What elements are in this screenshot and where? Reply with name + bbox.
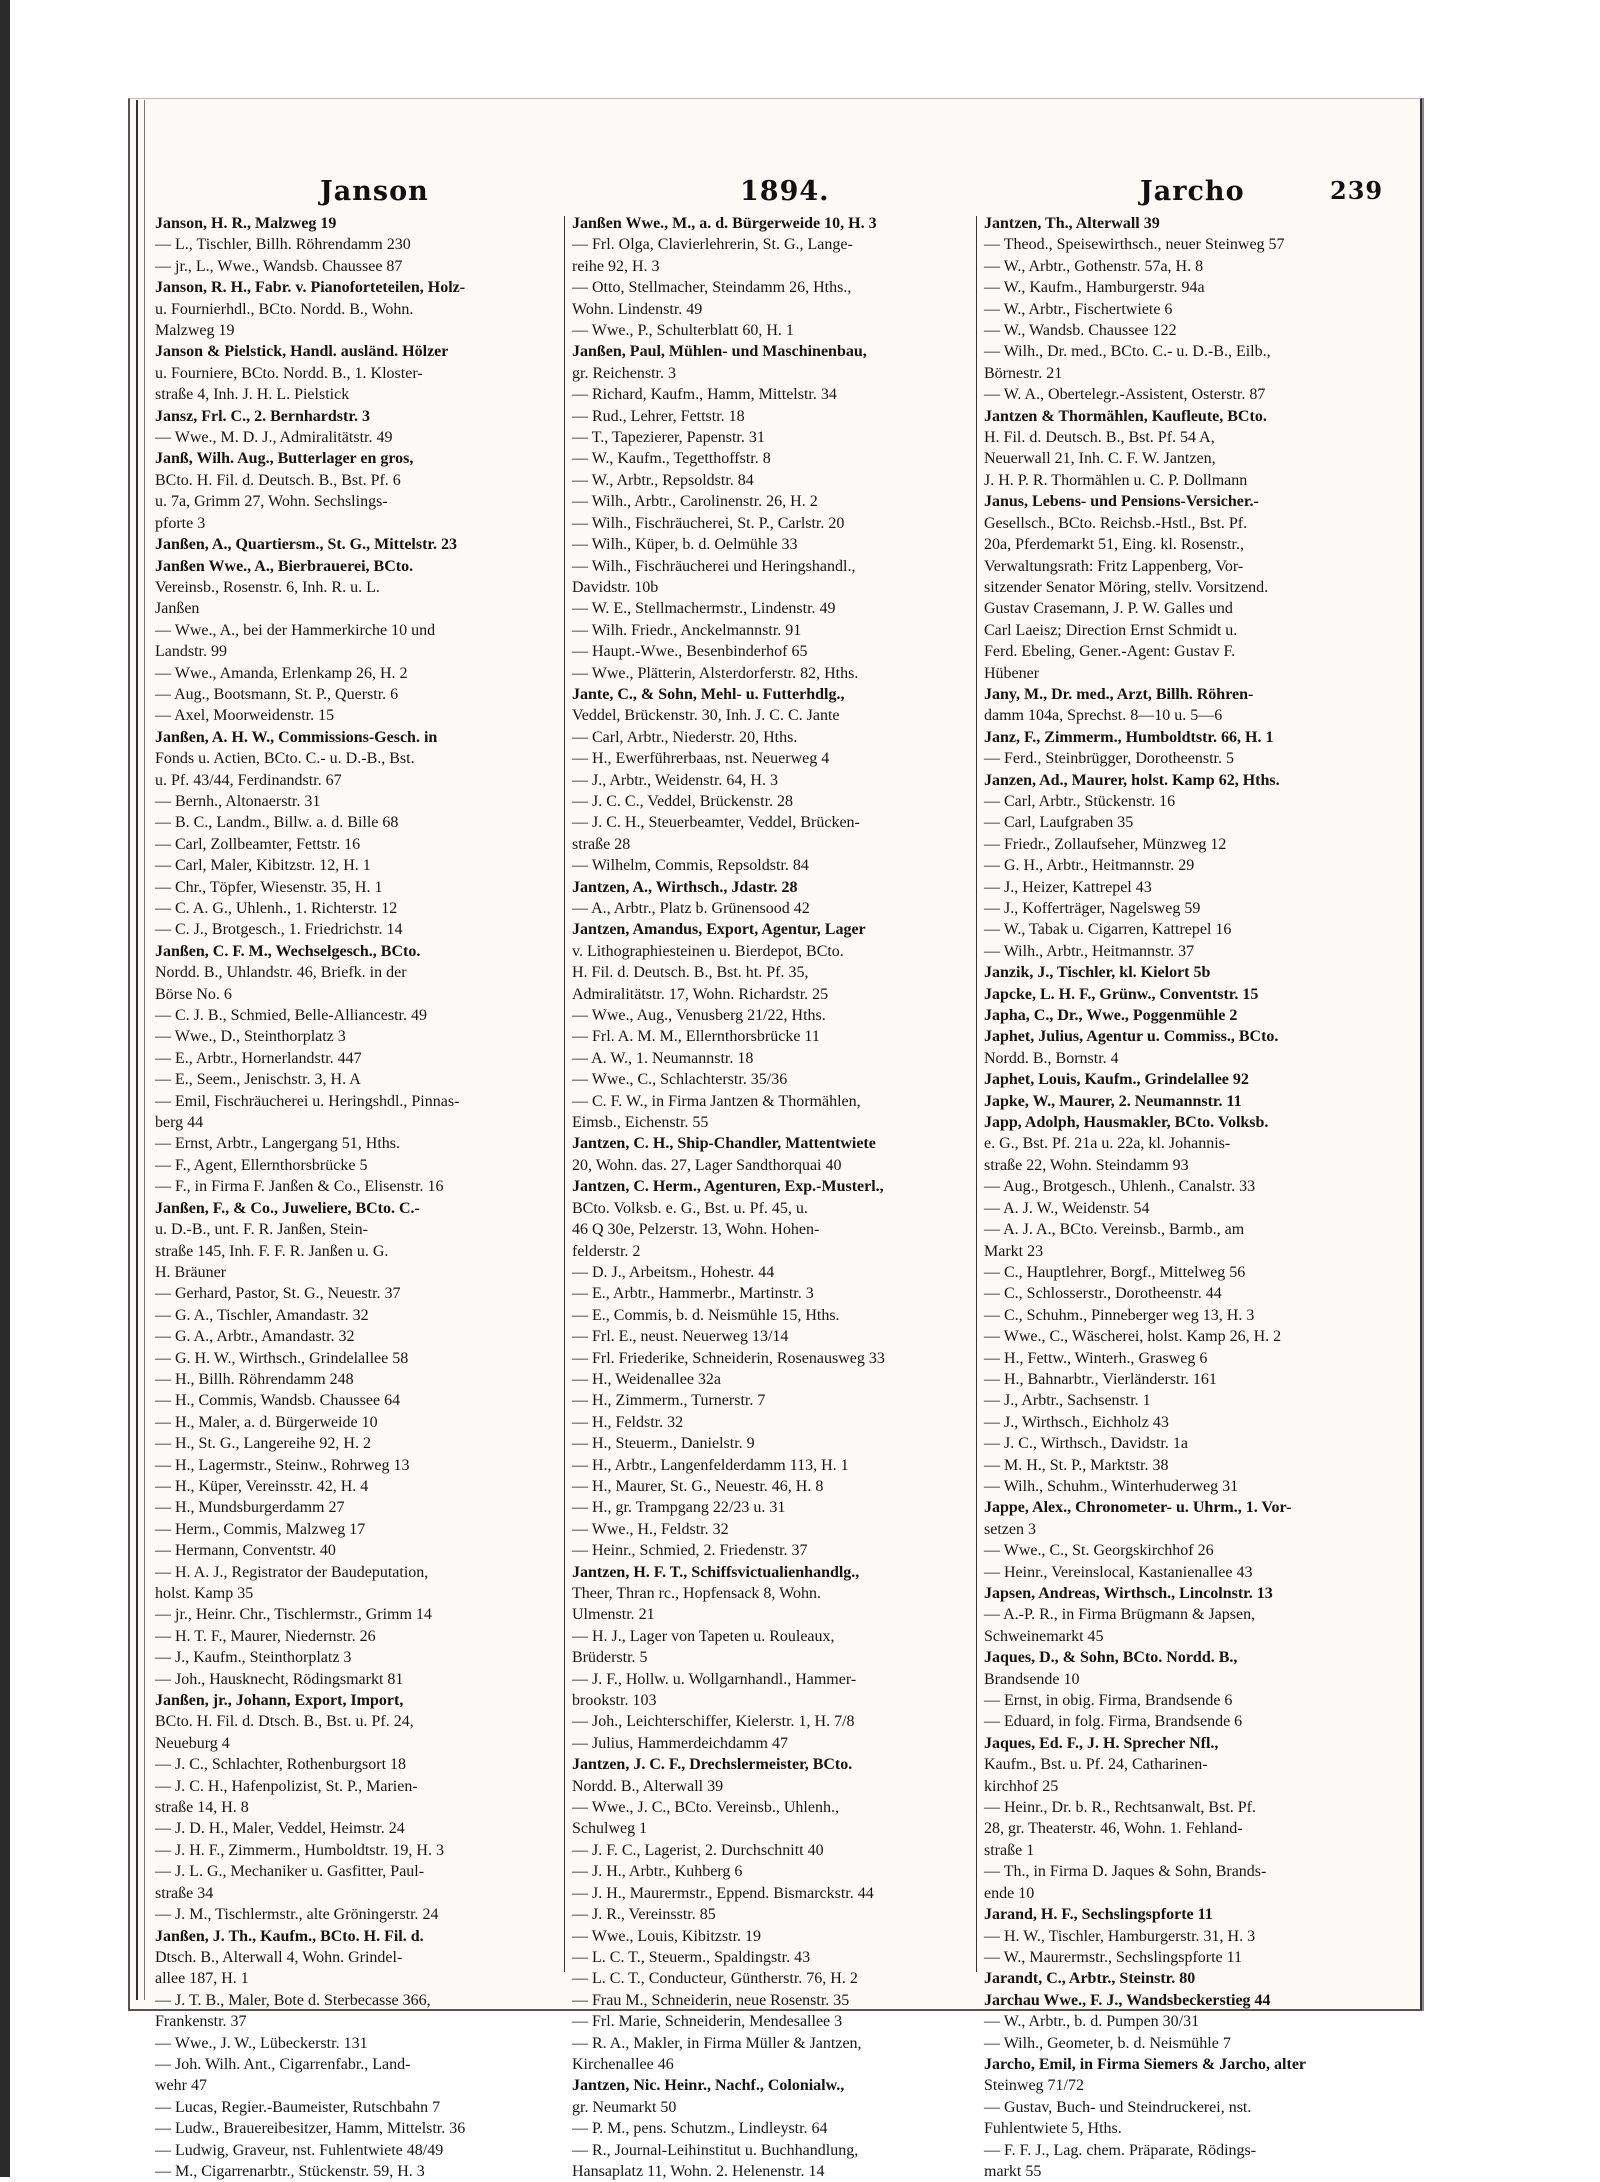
directory-entry-line: sitzender Senator Möring, stellv. Vorsitzend.: [984, 578, 1269, 596]
directory-entry-line: Eimsb., Eichenstr. 55: [572, 1114, 709, 1132]
directory-entry-line: — J., Kofferträger, Nagelsweg 59: [984, 900, 1201, 917]
directory-entry-line: — H. T. F., Maurer, Niedernstr. 26: [155, 1627, 376, 1645]
directory-entry-line: — Wwe., C., Schlachterstr. 35/36: [572, 1071, 788, 1089]
directory-entry-line: Kaufm., Bst. u. Pf. 24, Catharinen-: [984, 1756, 1208, 1774]
directory-entry-line: — W., Kaufm., Tegetthoffstr. 8: [572, 450, 771, 468]
directory-entry-line: — Wwe., A., bei der Hammerkirche 10 und: [155, 621, 436, 639]
directory-entry-line: — Wilh., Dr. med., BCto. C.- u. D.-B., Eilb.,: [984, 343, 1271, 361]
directory-entry-line: — E., Arbtr., Hammerbr., Martinstr. 3: [572, 1285, 814, 1303]
directory-entry-line: Malzweg 19: [155, 322, 235, 340]
directory-entry-line: — Ferd., Steinbrügger, Dorotheenstr. 5: [984, 750, 1234, 768]
directory-entry-line: — H., Mundsburgerdamm 27: [155, 1499, 345, 1517]
directory-entry-line: Neuerwall 21, Inh. C. F. W. Jantzen,: [984, 450, 1216, 468]
directory-entry-line: Hansaplatz 11, Wohn. 2. Helenenstr. 14: [572, 2162, 825, 2180]
directory-entry-line: — Axel, Moorweidenstr. 15: [155, 707, 335, 725]
directory-entry-line: Japhet, Louis, Kaufm., Grindelallee 92: [984, 1071, 1249, 1089]
directory-entry-line: H. Bräuner: [155, 1263, 227, 1281]
directory-entry-line: — Wilhelm, Commis, Repsoldstr. 84: [572, 857, 809, 875]
directory-entry-line: — T., Tapezierer, Papenstr. 31: [572, 429, 765, 447]
directory-entry-line: 46 Q 30e, Pelzerstr. 13, Wohn. Hohen-: [572, 1221, 820, 1239]
directory-entry-line: Kirchenallee 46: [572, 2055, 674, 2073]
directory-entry-line: Janus, Lebens- und Pensions-Versicher.-: [984, 493, 1259, 511]
directory-entry-line: — Theod., Speisewirthsch., neuer Steinweg 57: [984, 236, 1285, 254]
directory-entry-line: — G. H., Arbtr., Heitmannstr. 29: [984, 857, 1195, 875]
directory-entry-line: — H., Commis, Wandsb. Chaussee 64: [155, 1392, 401, 1410]
directory-entry-line: — Joh., Hausknecht, Rödingsmarkt 81: [155, 1670, 404, 1688]
directory-entry-line: ende 10: [984, 1884, 1035, 1902]
directory-entry-line: brookstr. 103: [572, 1692, 657, 1710]
directory-entry-line: Japha, C., Dr., Wwe., Poggenmühle 2: [984, 1007, 1238, 1025]
directory-entry-line: — J., Wirthsch., Eichholz 43: [984, 1413, 1169, 1431]
directory-entry-line: — J. H. F., Zimmerm., Humboldtstr. 19, H. 3: [155, 1841, 444, 1859]
directory-entry-line: Jarandt, C., Arbtr., Steinstr. 80: [984, 1970, 1196, 1988]
directory-entry-line: — Heinr., Vereinslocal, Kastanienallee 43: [984, 1563, 1253, 1581]
directory-entry-line: — E., Arbtr., Hornerlandstr. 447: [155, 1049, 362, 1067]
directory-entry-line: Steinweg 71/72: [984, 2077, 1084, 2095]
directory-entry-line: — C. F. W., in Firma Jantzen & Thormählen,: [572, 1092, 861, 1110]
directory-entry-line: — J., Arbtr., Sachsenstr. 1: [984, 1392, 1151, 1410]
directory-entry-line: Wohn. Lindenstr. 49: [572, 300, 703, 318]
directory-entry-line: — Wilh., Arbtr., Carolinenstr. 26, H. 2: [572, 493, 818, 511]
directory-entry-line: Japsen, Andreas, Wirthsch., Lincolnstr. 13: [984, 1585, 1273, 1602]
directory-entry-line: — J. C., Schlachter, Rothenburgsort 18: [155, 1756, 407, 1774]
directory-entry-line: — Frl. Marie, Schneiderin, Mendesallee 3: [572, 2013, 843, 2031]
directory-entry-line: — Wilh., Arbtr., Heitmannstr. 37: [984, 942, 1195, 960]
directory-entry-line: Gustav Crasemann, J. P. W. Galles und: [984, 600, 1233, 618]
directory-entry-line: pforte 3: [155, 514, 206, 532]
directory-entry-line: Hübener: [984, 664, 1040, 682]
directory-entry-line: — Carl, Maler, Kibitzstr. 12, H. 1: [155, 857, 371, 875]
directory-entry-line: — Haupt.-Wwe., Besenbinderhof 65: [572, 643, 808, 661]
directory-entry-line: — Lucas, Regier.-Baumeister, Rutschbahn 7: [155, 2098, 441, 2116]
directory-entry-line: Schweinemarkt 45: [984, 1627, 1104, 1645]
directory-entry-line: — Wwe., C., St. Georgskirchhof 26: [984, 1542, 1214, 1560]
directory-entry-line: — jr., Heinr. Chr., Tischlermstr., Grimm 14: [155, 1606, 432, 1624]
directory-entry-line: kirchhof 25: [984, 1777, 1059, 1795]
directory-entry-line: — R. A., Makler, in Firma Müller & Jantzen,: [572, 2034, 862, 2052]
directory-entry-line: straße 28: [572, 835, 631, 853]
directory-entry-line: berg 44: [155, 1114, 204, 1132]
directory-entry-line: Jaques, D., & Sohn, BCto. Nordd. B.,: [984, 1649, 1238, 1667]
directory-entry-line: — L. C. T., Steuerm., Spaldingstr. 43: [572, 1948, 811, 1966]
directory-entry-line: u. Fourniere, BCto. Nordd. B., 1. Kloster-: [155, 364, 423, 382]
directory-entry-line: — A. W., 1. Neumannstr. 18: [572, 1049, 754, 1067]
directory-entry-line: Jantzen & Thormählen, Kaufleute, BCto.: [984, 407, 1267, 425]
directory-entry-line: — J. M., Tischlermstr., alte Gröningerstr. 24: [155, 1906, 439, 1924]
directory-entry-line: — Wwe., Louis, Kibitzstr. 19: [572, 1927, 762, 1945]
directory-entry-line: — C., Schuhm., Pinneberger weg 13, H. 3: [984, 1306, 1255, 1324]
directory-column-1: [155, 213, 540, 2180]
directory-entry-line: — Wwe., D., Steinthorplatz 3: [155, 1028, 346, 1046]
directory-entry-line: — Aug., Bootsmann, St. P., Querstr. 6: [155, 685, 399, 703]
directory-entry-line: — C. J. B., Schmied, Belle-Alliancestr. 49: [155, 1007, 427, 1025]
directory-entry-line: — Wwe., J. W., Lübeckerstr. 131: [155, 2034, 368, 2052]
directory-entry-line: Veddel, Brückenstr. 30, Inh. J. C. C. Jante: [572, 707, 840, 725]
directory-entry-line: — B. C., Landm., Billw. a. d. Bille 68: [155, 814, 399, 832]
directory-entry-line: — H. W., Tischler, Hamburgerstr. 31, H. 3: [984, 1927, 1256, 1945]
directory-entry-line: Janz, F., Zimmerm., Humboldtstr. 66, H. 1: [984, 728, 1274, 746]
directory-entry-line: straße 1: [984, 1841, 1035, 1859]
directory-entry-line: Jarchau Wwe., F. J., Wandsbeckerstieg 44: [984, 1991, 1271, 2009]
directory-entry-line: — C., Schlosserstr., Dorotheenstr. 44: [984, 1285, 1222, 1303]
directory-entry-line: Vereinsb., Rosenstr. 6, Inh. R. u. L.: [155, 578, 380, 596]
directory-entry-line: straße 34: [155, 1884, 214, 1902]
directory-entry-line: Janßen, jr., Johann, Export, Import,: [155, 1692, 404, 1710]
directory-entry-line: — J. F., Hollw. u. Wollgarnhandl., Hammer-: [572, 1670, 857, 1688]
directory-entry-line: — W., Kaufm., Hamburgerstr. 94a: [984, 279, 1205, 297]
directory-entry-line: — A.-P. R., in Firma Brügmann & Japsen,: [984, 1606, 1256, 1624]
directory-entry-line: Jantzen, H. F. T., Schiffsvictualienhandlg.,: [572, 1563, 860, 1581]
directory-entry-line: holst. Kamp 35: [155, 1585, 254, 1602]
directory-entry-line: — J., Kaufm., Steinthorplatz 3: [155, 1649, 352, 1667]
directory-entry-line: — Heinr., Dr. b. R., Rechtsanwalt, Bst. Pf.: [984, 1799, 1256, 1817]
directory-entry-line: Jantzen, C. H., Ship-Chandler, Mattentwiete: [572, 1135, 876, 1153]
directory-entry-line: BCto. Volksb. e. G., Bst. u. Pf. 45, u.: [572, 1199, 808, 1217]
directory-entry-line: — E., Commis, b. d. Neismühle 15, Hths.: [572, 1306, 840, 1324]
directory-entry-line: straße 22, Wohn. Steindamm 93: [984, 1156, 1189, 1174]
directory-entry-line: e. G., Bst. Pf. 21a u. 22a, kl. Johannis-: [984, 1135, 1231, 1153]
header-right-keyword: Jarcho: [1140, 176, 1245, 207]
directory-entry-line: Janßen Wwe., M., a. d. Bürgerweide 10, H. 3: [572, 215, 877, 232]
directory-entry-line: — H., Ewerführerbaas, nst. Neuerweg 4: [572, 750, 830, 768]
directory-entry-line: Janzik, J., Tischler, kl. Kielort 5b: [984, 964, 1211, 982]
directory-entry-line: — H., Fettw., Winterh., Grasweg 6: [984, 1349, 1208, 1367]
directory-entry-line: — Wwe., J. C., BCto. Vereinsb., Uhlenh.,: [572, 1799, 839, 1817]
directory-entry-line: — J. C. C., Veddel, Brückenstr. 28: [572, 792, 794, 810]
directory-entry-line: Janßen, A., Quartiersm., St. G., Mittelstr. 23: [155, 536, 458, 554]
directory-entry-line: — A. J. W., Weidenstr. 54: [984, 1199, 1150, 1217]
directory-entry-line: H. Fil. d. Deutsch. B., Bst. Pf. 54 A,: [984, 429, 1215, 447]
directory-entry-line: 28, gr. Theaterstr. 46, Wohn. 1. Fehland-: [984, 1820, 1243, 1838]
directory-entry-line: — A. J. A., BCto. Vereinsb., Barmb., am: [984, 1221, 1245, 1239]
directory-entry-line: — Chr., Töpfer, Wiesenstr. 35, H. 1: [155, 878, 383, 896]
directory-entry-line: Jansz, Frl. C., 2. Bernhardstr. 3: [155, 407, 370, 425]
directory-entry-line: — Friedr., Zollaufseher, Münzweg 12: [984, 835, 1227, 853]
column-divider-2: [976, 216, 977, 1972]
directory-entry-line: straße 145, Inh. F. F. R. Janßen u. G.: [155, 1242, 389, 1260]
directory-entry-line: u. Fournierhdl., BCto. Nordd. B., Wohn.: [155, 300, 414, 318]
directory-entry-line: Jantzen, J. C. F., Drechslermeister, BCto.: [572, 1756, 853, 1774]
directory-entry-line: Admiralitätstr. 17, Wohn. Richardstr. 25: [572, 985, 829, 1003]
directory-entry-line: — W. A., Obertelegr.-Assistent, Osterstr. 87: [984, 386, 1266, 404]
directory-entry-line: Davidstr. 10b: [572, 578, 659, 596]
directory-entry-line: — Wwe., M. D. J., Admiralitätstr. 49: [155, 429, 393, 447]
directory-entry-line: Janßen, A. H. W., Commissions-Gesch. in: [155, 728, 438, 746]
directory-entry-line: Janson & Pielstick, Handl. ausländ. Hölzer: [155, 343, 449, 361]
directory-entry-line: — R., Journal-Leihinstitut u. Buchhandlung,: [572, 2141, 859, 2159]
directory-entry-line: — M. H., St. P., Marktstr. 38: [984, 1456, 1169, 1474]
directory-entry-line: — Emil, Fischräucherei u. Heringshdl., Pinnas-: [155, 1092, 460, 1110]
directory-entry-line: Verwaltungsrath: Fritz Lappenberg, Vor-: [984, 557, 1244, 575]
scan-left-edge: [0, 0, 10, 2177]
directory-entry-line: Carl Laeisz; Direction Ernst Schmidt u.: [984, 621, 1238, 639]
directory-entry-line: — A., Arbtr., Platz b. Grünensood 42: [572, 900, 810, 917]
directory-entry-line: Janßen: [155, 600, 200, 618]
directory-entry-line: Börse No. 6: [155, 985, 232, 1003]
directory-entry-line: — Heinr., Schmied, 2. Friedenstr. 37: [572, 1542, 808, 1560]
directory-entry-line: Jaques, Ed. F., J. H. Sprecher Nfl.,: [984, 1734, 1219, 1752]
directory-entry-line: — jr., L., Wwe., Wandsb. Chaussee 87: [155, 257, 403, 275]
directory-entry-line: BCto. H. Fil. d. Deutsch. B., Bst. Pf. 6: [155, 471, 401, 489]
directory-entry-line: BCto. H. Fil. d. Dtsch. B., Bst. u. Pf. 24,: [155, 1713, 414, 1731]
directory-entry-line: — F., Agent, Ellernthorsbrücke 5: [155, 1156, 368, 1174]
directory-entry-line: — Hermann, Conventstr. 40: [155, 1542, 336, 1560]
directory-entry-line: Jante, C., & Sohn, Mehl- u. Futterhdlg.,: [572, 685, 845, 703]
page-binding: [136, 100, 145, 2000]
directory-entry-line: Fuhlentwiete 5, Hths.: [984, 2120, 1122, 2138]
directory-entry-line: — Wwe., C., Wäscherei, holst. Kamp 26, H. 2: [984, 1328, 1282, 1346]
directory-entry-line: — H., Zimmerm., Turnerstr. 7: [572, 1392, 766, 1410]
directory-entry-line: Landstr. 99: [155, 643, 227, 661]
directory-entry-line: — Wilh., Fischräucherei und Heringshandl.,: [572, 557, 856, 575]
directory-entry-line: — W., Arbtr., b. d. Pumpen 30/31: [984, 2013, 1200, 2031]
directory-column-3: [984, 213, 1369, 2180]
directory-entry-line: — Joh., Leichterschiffer, Kielerstr. 1, H. 7/8: [572, 1713, 855, 1731]
directory-entry-line: — Richard, Kaufm., Hamm, Mittelstr. 34: [572, 386, 837, 404]
directory-entry-line: Brandsende 10: [984, 1670, 1080, 1688]
directory-entry-line: — Carl, Arbtr., Stückenstr. 16: [984, 792, 1176, 810]
directory-entry-line: — Wwe., H., Feldstr. 32: [572, 1520, 729, 1538]
directory-entry-line: — W., Tabak u. Cigarren, Kattrepel 16: [984, 921, 1232, 939]
directory-entry-line: Japcke, L. H. F., Grünw., Conventstr. 15: [984, 985, 1259, 1003]
directory-entry-line: — H., Küper, Vereinsstr. 42, H. 4: [155, 1477, 369, 1495]
directory-entry-line: reihe 92, H. 3: [572, 257, 660, 275]
directory-entry-line: — Herm., Commis, Malzweg 17: [155, 1520, 366, 1538]
directory-entry-line: — G. A., Tischler, Amandastr. 32: [155, 1306, 369, 1324]
directory-entry-line: Fonds u. Actien, BCto. C.- u. D.-B., Bst.: [155, 750, 415, 768]
directory-entry-line: Janß, Wilh. Aug., Butterlager en gros,: [155, 450, 414, 468]
directory-entry-line: — Aug., Brotgesch., Uhlenh., Canalstr. 33: [984, 1178, 1256, 1196]
column-divider-1: [564, 216, 565, 1972]
directory-entry-line: Nordd. B., Bornstr. 4: [984, 1049, 1119, 1067]
directory-entry-line: Dtsch. B., Alterwall 4, Wohn. Grindel-: [155, 1948, 403, 1966]
directory-entry-line: — Wilh. Friedr., Anckelmannstr. 91: [572, 621, 802, 639]
directory-entry-line: — Wilh., Geometer, b. d. Neismühle 7: [984, 2034, 1231, 2052]
directory-entry-line: — F. F. J., Lag. chem. Präparate, Rödings-: [984, 2141, 1257, 2159]
directory-entry-line: — J. L. G., Mechaniker u. Gasfitter, Paul-: [155, 1863, 425, 1881]
directory-entry-line: Ulmenstr. 21: [572, 1606, 655, 1624]
directory-entry-line: — Rud., Lehrer, Fettstr. 18: [572, 407, 745, 425]
directory-entry-line: — E., Seem., Jenischstr. 3, H. A: [155, 1071, 361, 1089]
directory-entry-line: Jarand, H. F., Sechslingspforte 11: [984, 1906, 1213, 1924]
directory-entry-line: — J. F. C., Lagerist, 2. Durchschnitt 40: [572, 1841, 824, 1859]
directory-entry-line: Jany, M., Dr. med., Arzt, Billh. Röhren-: [984, 685, 1254, 703]
directory-entry-line: allee 187, H. 1: [155, 1970, 249, 1988]
directory-entry-line: — Wwe., Aug., Venusberg 21/22, Hths.: [572, 1007, 826, 1025]
directory-entry-line: — H., Weidenallee 32a: [572, 1370, 722, 1388]
directory-entry-line: Janßen, C. F. M., Wechselgesch., BCto.: [155, 942, 421, 960]
directory-entry-line: — Wwe., Amanda, Erlenkamp 26, H. 2: [155, 664, 408, 682]
directory-entry-line: — Joh. Wilh. Ant., Cigarrenfabr., Land-: [155, 2055, 411, 2073]
directory-entry-line: — Wwe., P., Schulterblatt 60, H. 1: [572, 322, 794, 340]
directory-entry-line: Janßen, J. Th., Kaufm., BCto. H. Fil. d.: [155, 1927, 424, 1945]
directory-entry-line: H. Fil. d. Deutsch. B., Bst. ht. Pf. 35,: [572, 964, 809, 982]
directory-entry-line: u. 7a, Grimm 27, Wohn. Sechslings-: [155, 493, 388, 511]
directory-entry-line: — G. A., Arbtr., Amandastr. 32: [155, 1328, 355, 1346]
directory-entry-line: — Frl. Olga, Clavierlehrerin, St. G., Lange-: [572, 236, 853, 254]
directory-entry-line: — J. D. H., Maler, Veddel, Heimstr. 24: [155, 1820, 405, 1838]
directory-entry-line: 20a, Pferdemarkt 51, Eing. kl. Rosenstr.,: [984, 536, 1244, 554]
directory-entry-line: Jantzen, C. Herm., Agenturen, Exp.-Musterl.,: [572, 1178, 884, 1196]
directory-entry-line: — W. E., Stellmachermstr., Lindenstr. 49: [572, 600, 836, 618]
directory-column-2: [572, 213, 957, 2180]
directory-entry-line: — H., Steuerm., Danielstr. 9: [572, 1435, 755, 1453]
directory-entry-line: — J., Arbtr., Weidenstr. 64, H. 3: [572, 771, 778, 789]
directory-entry-line: Jantzen, Th., Alterwall 39: [984, 215, 1160, 232]
directory-entry-line: — Ludwig, Graveur, nst. Fuhlentwiete 48/49: [155, 2141, 444, 2159]
directory-entry-line: — H. J., Lager von Tapeten u. Rouleaux,: [572, 1627, 835, 1645]
directory-entry-line: straße 4, Inh. J. H. L. Pielstick: [155, 386, 350, 404]
directory-entry-line: Ferd. Ebeling, Gener.-Agent: Gustav F.: [984, 643, 1236, 661]
directory-entry-line: Jarcho, Emil, in Firma Siemers & Jarcho, alter: [984, 2055, 1307, 2073]
directory-entry-line: — J. R., Vereinsstr. 85: [572, 1906, 716, 1924]
directory-entry-line: Jantzen, Nic. Heinr., Nachf., Colonialw.,: [572, 2077, 845, 2095]
directory-entry-line: — Frl. A. M. M., Ellernthorsbrücke 11: [572, 1028, 820, 1046]
directory-entry-line: — Gerhard, Pastor, St. G., Neuestr. 37: [155, 1285, 401, 1303]
directory-entry-line: damm 104a, Sprechst. 8—10 u. 5—6: [984, 707, 1223, 725]
directory-entry-line: felderstr. 2: [572, 1242, 641, 1260]
directory-entry-line: — Julius, Hammerdeichdamm 47: [572, 1734, 788, 1752]
directory-entry-line: — Ernst, in obig. Firma, Brandsende 6: [984, 1692, 1233, 1710]
directory-entry-line: — D. J., Arbeitsm., Hohestr. 44: [572, 1263, 775, 1281]
directory-entry-line: — Carl, Zollbeamter, Fettstr. 16: [155, 835, 361, 853]
directory-entry-line: Japhet, Julius, Agentur u. Commiss., BCto.: [984, 1028, 1279, 1046]
directory-entry-line: — Carl, Arbtr., Niederstr. 20, Hths.: [572, 728, 798, 746]
directory-entry-line: — H., Billh. Röhrendamm 248: [155, 1370, 354, 1388]
directory-entry-line: Janzen, Ad., Maurer, holst. Kamp 62, Hths.: [984, 771, 1280, 789]
directory-entry-line: — J. T. B., Maler, Bote d. Sterbecasse 366,: [155, 1991, 431, 2009]
directory-entry-line: J. H. P. R. Thormählen u. C. P. Dollmann: [984, 471, 1248, 489]
directory-entry-line: gr. Neumarkt 50: [572, 2098, 677, 2116]
directory-entry-line: Janson, H. R., Malzweg 19: [155, 215, 337, 232]
directory-entry-line: — Wilh., Fischräucherei, St. P., Carlstr. 20: [572, 514, 845, 532]
directory-entry-line: Jantzen, A., Wirthsch., Jdastr. 28: [572, 878, 798, 896]
directory-entry-line: — Ludw., Brauereibesitzer, Hamm, Mittelstr. 36: [155, 2120, 466, 2138]
directory-entry-line: u. D.-B., unt. F. R. Janßen, Stein-: [155, 1221, 368, 1239]
page-number: 239: [1330, 176, 1384, 205]
directory-entry-line: Janßen, Paul, Mühlen- und Maschinenbau,: [572, 343, 867, 361]
directory-entry-line: — H., Feldstr. 32: [572, 1413, 684, 1431]
directory-entry-line: gr. Reichenstr. 3: [572, 364, 676, 382]
directory-entry-line: — Frl. Friederike, Schneiderin, Rosenausweg 33: [572, 1349, 885, 1367]
directory-entry-line: — Eduard, in folg. Firma, Brandsende 6: [984, 1713, 1243, 1731]
directory-entry-line: straße 14, H. 8: [155, 1799, 249, 1817]
directory-entry-line: — Th., in Firma D. Jaques & Sohn, Brands-: [984, 1863, 1267, 1881]
directory-entry-line: Jantzen, Amandus, Export, Agentur, Lager: [572, 921, 866, 939]
directory-entry-line: u. Pf. 43/44, Ferdinandstr. 67: [155, 771, 342, 789]
directory-entry-line: — F., in Firma F. Janßen & Co., Elisenstr. 16: [155, 1178, 444, 1196]
directory-entry-line: — W., Maurermstr., Sechslingspforte 11: [984, 1948, 1243, 1966]
directory-entry-line: setzen 3: [984, 1520, 1036, 1538]
directory-entry-line: — Wilh., Schuhm., Winterhuderweg 31: [984, 1477, 1239, 1495]
directory-entry-line: Frankenstr. 37: [155, 2013, 247, 2031]
directory-entry-line: — H. A. J., Registrator der Baudeputation,: [155, 1563, 429, 1581]
directory-entry-line: Neueburg 4: [155, 1734, 230, 1752]
directory-entry-line: — W., Wandsb. Chaussee 122: [984, 322, 1177, 340]
directory-entry-line: Janson, R. H., Fabr. v. Pianoforteteilen, Holz-: [155, 279, 466, 297]
directory-entry-line: — H., gr. Trampgang 22/23 u. 31: [572, 1499, 786, 1517]
directory-entry-line: — Bernh., Altonaerstr. 31: [155, 792, 321, 810]
header-left-keyword: Janson: [320, 176, 429, 207]
directory-entry-line: Janßen, F., & Co., Juweliere, BCto. C.-: [155, 1199, 420, 1217]
directory-entry-line: Börnestr. 21: [984, 364, 1063, 382]
directory-entry-line: — H., Bahnarbtr., Vierländerstr. 161: [984, 1370, 1217, 1388]
directory-entry-line: — C. A. G., Uhlenh., 1. Richterstr. 12: [155, 900, 398, 917]
directory-entry-line: — Ernst, Arbtr., Langergang 51, Hths.: [155, 1135, 401, 1153]
directory-entry-line: — J. H., Arbtr., Kuhberg 6: [572, 1863, 743, 1881]
directory-entry-line: — H., Lagermstr., Steinw., Rohrweg 13: [155, 1456, 410, 1474]
directory-entry-line: — Gustav, Buch- und Steindruckerei, nst.: [984, 2098, 1252, 2116]
directory-entry-line: — C., Hauptlehrer, Borgf., Mittelweg 56: [984, 1263, 1246, 1281]
directory-entry-line: — J., Heizer, Kattrepel 43: [984, 878, 1152, 896]
directory-entry-line: 20, Wohn. das. 27, Lager Sandthorquai 40: [572, 1156, 842, 1174]
directory-entry-line: — Carl, Laufgraben 35: [984, 814, 1134, 832]
directory-entry-line: — L. C. T., Conducteur, Güntherstr. 76, H. 2: [572, 1970, 858, 1988]
directory-entry-line: — Otto, Stellmacher, Steindamm 26, Hths.,: [572, 279, 852, 297]
directory-entry-line: — H., Maler, a. d. Bürgerweide 10: [155, 1413, 378, 1431]
directory-entry-line: Janßen Wwe., A., Bierbrauerei, BCto.: [155, 557, 414, 575]
directory-entry-line: — W., Arbtr., Repsoldstr. 84: [572, 471, 754, 489]
directory-entry-line: Schulweg 1: [572, 1820, 648, 1838]
directory-entry-line: — H., Arbtr., Langenfelderdamm 113, H. 1: [572, 1456, 849, 1474]
directory-entry-line: — J. C., Wirthsch., Davidstr. 1a: [984, 1435, 1188, 1453]
directory-entry-line: wehr 47: [155, 2077, 207, 2095]
directory-entry-line: — Wilh., Küper, b. d. Oelmühle 33: [572, 536, 798, 554]
directory-entry-line: — H., Maurer, St. G., Neuestr. 46, H. 8: [572, 1477, 824, 1495]
directory-entry-line: — J. C. H., Steuerbeamter, Veddel, Brücken-: [572, 814, 860, 832]
header-year: 1894.: [740, 176, 830, 207]
directory-entry-line: Nordd. B., Uhlandstr. 46, Briefk. in der: [155, 964, 407, 982]
directory-entry-line: Nordd. B., Alterwall 39: [572, 1777, 724, 1795]
directory-entry-line: — H., St. G., Langereihe 92, H. 2: [155, 1435, 371, 1453]
directory-entry-line: Brüderstr. 5: [572, 1649, 648, 1667]
directory-entry-line: Jappe, Alex., Chronometer- u. Uhrm., 1. Vor-: [984, 1499, 1292, 1517]
directory-entry-line: — M., Cigarrenarbtr., Stückenstr. 59, H. 3: [155, 2162, 425, 2180]
directory-entry-line: — G. H. W., Wirthsch., Grindelallee 58: [155, 1349, 409, 1367]
directory-entry-line: — J. H., Maurermstr., Eppend. Bismarckstr. 44: [572, 1884, 874, 1902]
directory-entry-line: Theer, Thran rc., Hopfensack 8, Wohn.: [572, 1585, 821, 1602]
directory-entry-line: — Frau M., Schneiderin, neue Rosenstr. 35: [572, 1991, 850, 2009]
directory-entry-line: markt 55: [984, 2162, 1042, 2180]
directory-entry-line: — W., Arbtr., Fischertwiete 6: [984, 300, 1173, 318]
directory-entry-line: — L., Tischler, Billh. Röhrendamm 230: [155, 236, 411, 254]
directory-entry-line: Japp, Adolph, Hausmakler, BCto. Volksb.: [984, 1114, 1269, 1132]
directory-entry-line: — C. J., Brotgesch., 1. Friedrichstr. 14: [155, 921, 403, 939]
directory-entry-line: Markt 23: [984, 1242, 1044, 1260]
directory-entry-line: — W., Arbtr., Gothenstr. 57a, H. 8: [984, 257, 1204, 275]
directory-entry-line: Japke, W., Maurer, 2. Neumannstr. 11: [984, 1092, 1242, 1110]
directory-entry-line: — Frl. E., neust. Neuerweg 13/14: [572, 1328, 789, 1346]
directory-entry-line: — J. C. H., Hafenpolizist, St. P., Marien-: [155, 1777, 418, 1795]
directory-entry-line: v. Lithographiesteinen u. Bierdepot, BCto.: [572, 942, 844, 960]
directory-entry-line: — P. M., pens. Schutzm., Lindleystr. 64: [572, 2120, 828, 2138]
directory-entry-line: — Wwe., Plätterin, Alsterdorferstr. 82, Hths.: [572, 664, 859, 682]
directory-entry-line: Gesellsch., BCto. Reichsb.-Hstl., Bst. Pf.: [984, 514, 1248, 532]
